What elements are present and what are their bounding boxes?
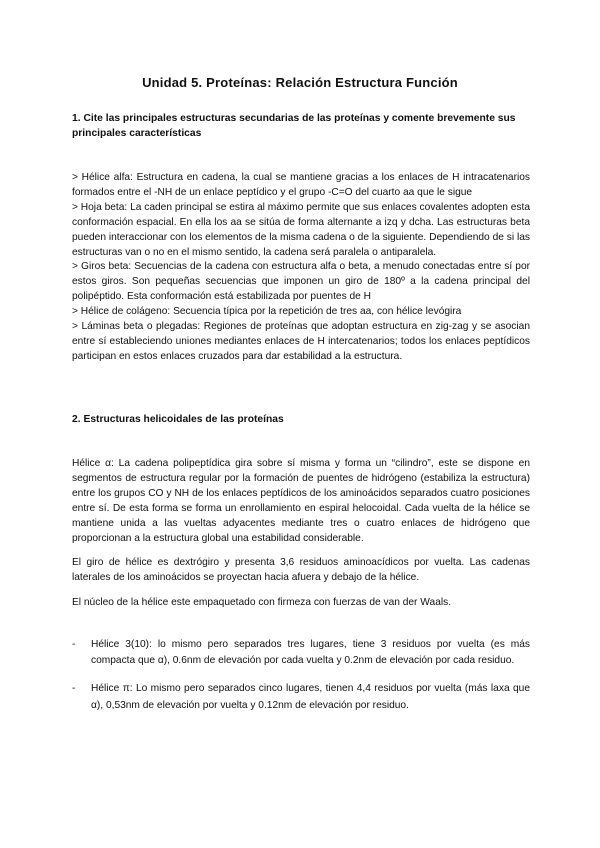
- bullet-text: Hélice 3(10): lo mismo pero separados tres lugares, tiene 3 residuos por vuelta (es más compacta que α), 0.6nm de elevación por cada vuelta y 0.2nm de elevación por cada residuo.: [91, 639, 530, 667]
- helix-bullet-list: [72, 637, 530, 726]
- bullet-text: Hélice π: Lo mismo pero separados cinco lugares, tienen 4,4 residuos por vuelta (más laxa que α), 0,53nm de elevación por vuelta y 0.12nm de elevación por residuo.: [91, 683, 530, 711]
- bullet-item: [72, 681, 530, 713]
- section2-heading: 2. Estructuras helicoidales de las proteínas: [72, 414, 284, 425]
- list-item: > Hélice alfa: Estructura en cadena, la cual se mantiene gracias a los enlaces de H intracatenarios formados entre el -NH de un enlace peptídico y el grupo -C=O del cuarto aa que le sigue: [72, 172, 530, 198]
- list-item: > Láminas beta o plegadas: Regiones de proteínas que adoptan estructura en zig-zag y se asocian entre sí estableciendo uniones mediantes enlaces de H intercatenarios; todos los enlaces peptídicos participan en estos enlaces cruzados para dar estabilidad a la estructura.: [72, 321, 530, 362]
- section1-heading: 1. Cite las principales estructuras secundarias de las proteínas y comente brevemente sus principales características: [72, 113, 516, 139]
- list-item: > Hélice de colágeno: Secuencia típica por la repetición de tres aa, con hélice levógira: [72, 306, 462, 318]
- list-item: > Hoja beta: La caden principal se estira al máximo permite que sus enlaces covalentes adopten esta conformación espacial. En ella los aa se sitúa de forma alternante a izq y dcha. Las estructuras beta pueden interaccionar con los elementos de la misma cadena o de la siguiente. Dependiendo de si las estructuras van o no en el mismo sentido, la cadena será paralela o antiparalela.: [72, 201, 530, 258]
- section2-body: [72, 457, 530, 621]
- paragraph: El núcleo de la hélice este empaquetado con firmeza con fuerzas de van der Waals.: [72, 597, 452, 609]
- paragraph: Hélice α: La cadena polipeptídica gira sobre sí misma y forma un “cilindro”, este se dispone en segmentos de estructura regular por la formación de puentes de hidrógeno (estabiliza la estructura) entre los grupos CO y NH de los enlaces peptídicos de los aminoácidos separados cuatro posiciones entre sí. De esta forma se forma un enrollamiento en espiral helocoidal. Cada vuelta de la hélice se mantiene unida a las vueltas adyacentes mediante tres o cuatro enlaces de hidrógeno que proporcionan a la estructura global una estabilidad considerable.: [72, 458, 530, 544]
- bullet-dash: -: [72, 683, 76, 695]
- bullet-item: [72, 637, 530, 669]
- paragraph: El giro de hélice es dextrógiro y presenta 3,6 residuos aminoacídicos por vuelta. Las cadenas laterales de los aminoácidos se proyectan hacia afuera y debajo de la hélice.: [72, 557, 530, 584]
- page-title: Unidad 5. Proteínas: Relación Estructura Función: [142, 75, 458, 90]
- bullet-dash: -: [72, 639, 76, 650]
- list-item: > Giros beta: Secuencias de la cadena con estructura alfa o beta, a menudo conectadas entre sí por estos giros. Son pequeñas secuencias que imponen un giro de 180º a la cadena principal del polipéptido. Esta conformación está estabilizada por puentes de H: [72, 261, 530, 303]
- section1-list: [72, 171, 530, 365]
